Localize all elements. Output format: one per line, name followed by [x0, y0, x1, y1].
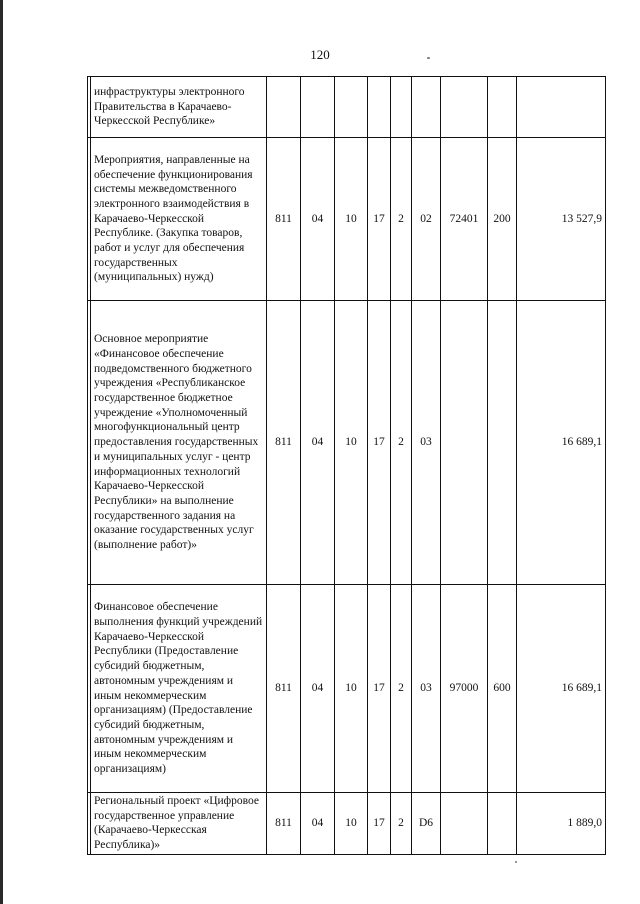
cell-program: 17	[368, 138, 391, 301]
cell-section	[301, 77, 335, 138]
page-number: 120	[310, 47, 330, 62]
cell-expense-type	[488, 793, 517, 855]
cell-section: 04	[301, 301, 335, 585]
table-row	[88, 301, 606, 585]
cell-amount: 16 689,1	[517, 301, 606, 585]
cell-subsection	[335, 77, 368, 138]
cell-amount: 1 889,0	[517, 793, 606, 855]
cell-subsection: 10	[335, 585, 368, 793]
table-row	[88, 585, 606, 793]
cell-admin-code: 811	[267, 793, 301, 855]
table-row	[88, 77, 606, 138]
cell-section: 04	[301, 793, 335, 855]
cell-expense-type	[488, 77, 517, 138]
cell-subsection: 10	[335, 793, 368, 855]
cell-amount	[517, 77, 606, 138]
cell-direction	[441, 301, 488, 585]
cell-subprogram: 2	[391, 138, 412, 301]
scan-left-edge	[0, 0, 3, 904]
cell-direction	[441, 793, 488, 855]
cell-program: 17	[368, 585, 391, 793]
cell-program: 17	[368, 301, 391, 585]
cell-section: 04	[301, 138, 335, 301]
cell-measure: 03	[412, 585, 441, 793]
cell-direction: 97000	[441, 585, 488, 793]
cell-admin-code: 811	[267, 301, 301, 585]
row-description: Финансовое обеспечение выполнения функций учреждений Карачаево-Черкесской Республики (Предоставление субсидий бюджетным, автономным учреждениям и иным некоммерческим организациям) (Предоставление субсидий бюджетным, автономным учреждениям и иным некоммерческим организациям)	[91, 585, 267, 793]
cell-subprogram	[391, 77, 412, 138]
cell-program: 17	[368, 793, 391, 855]
scan-speck	[515, 861, 517, 863]
cell-amount: 13 527,9	[517, 138, 606, 301]
table-row	[88, 138, 606, 301]
cell-subprogram: 2	[391, 793, 412, 855]
cell-subsection: 10	[335, 301, 368, 585]
cell-direction: 72401	[441, 138, 488, 301]
cell-direction	[441, 77, 488, 138]
row-description: инфраструктуры электронного Правительства в Карачаево-Черкесской Республике»	[91, 77, 267, 138]
cell-amount: 16 689,1	[517, 585, 606, 793]
budget-table	[87, 76, 606, 855]
cell-expense-type: 200	[488, 138, 517, 301]
row-description: Основное мероприятие «Финансовое обеспечение подведомственного бюджетного учреждения «Республиканское государственное бюджетное учреждение «Уполномоченный многофункциональный центр предоставления государственных и муниципальных услуг - центр информационных технологий Карачаево-Черкесской Республики» на выполнение государственного задания на оказание государственных услуг (выполнение работ)»	[91, 301, 267, 585]
cell-subprogram: 2	[391, 585, 412, 793]
cell-measure: D6	[412, 793, 441, 855]
cell-measure: 02	[412, 138, 441, 301]
cell-expense-type: 600	[488, 585, 517, 793]
cell-program	[368, 77, 391, 138]
cell-subsection: 10	[335, 138, 368, 301]
cell-admin-code	[267, 77, 301, 138]
cell-measure: 03	[412, 301, 441, 585]
table-row	[88, 793, 606, 855]
row-description: Региональный проект «Цифровое государственное управление (Карачаево-Черкесская Республика)»	[91, 793, 267, 855]
cell-admin-code: 811	[267, 585, 301, 793]
cell-expense-type	[488, 301, 517, 585]
cell-subprogram: 2	[391, 301, 412, 585]
cell-admin-code: 811	[267, 138, 301, 301]
cell-measure	[412, 77, 441, 138]
row-description: Мероприятия, направленные на обеспечение функционирования системы межведомственного электронного взаимодействия в Карачаево-Черкесской Республике. (Закупка товаров, работ и услуг для обеспечения государственных (муниципальных) нужд)	[91, 138, 267, 301]
cell-section: 04	[301, 585, 335, 793]
